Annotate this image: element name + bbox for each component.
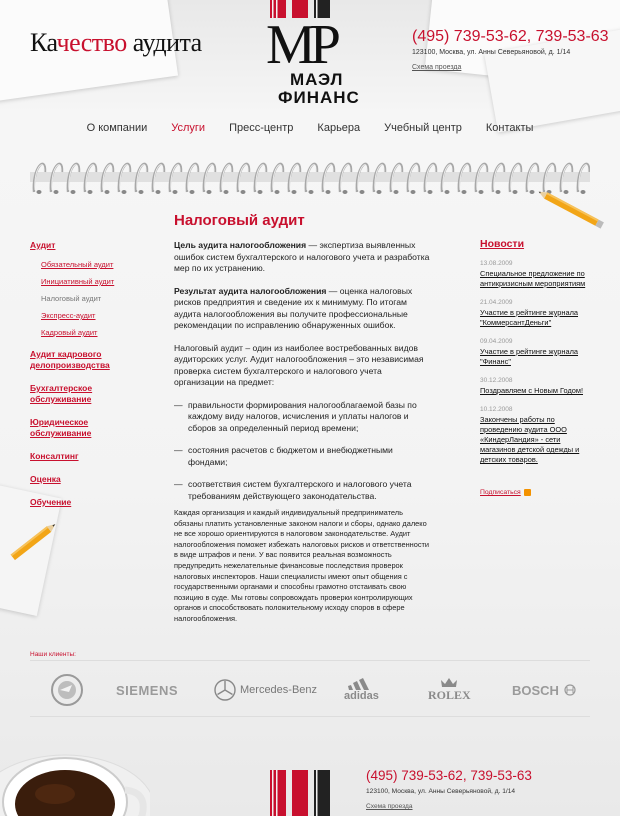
list-item: — правильности формирования налогооблагаемой базы по каждому виду налогов, исчисления и уплаты налогов и сборов за определенный период времени; [174,400,432,435]
rolex-crown-icon [440,678,458,688]
news-item [480,406,588,465]
content-list [174,400,432,503]
pencil-decoration [534,190,610,230]
content-paragraph: Результат аудита налогообложения — оценка налоговых рисков предприятия и сведение их к минимуму. По итогам аудита налогообложения вы получите профессиональные рекомендации по исправлению обнаруженных ошибок. [174,285,413,330]
logo-monogram: МР [266,14,335,76]
content-paragraph: Цель аудита налогообложения — экспертиза выявленных ошибок систем бухгалтерского и налогового учета и разработка мер по их устранению. [174,240,430,273]
news-date: 10.12.2008 [480,406,513,413]
nav-item-contacts[interactable]: Контакты [485,122,534,134]
bosch-armature-icon [564,684,576,696]
nav-item-training[interactable]: Учебный центр [384,122,462,134]
client-logo-mercedes[interactable]: Mercedes-Benz [214,672,317,708]
clients-logos [46,672,586,708]
sidebar-subitem[interactable]: Инициативный аудит [41,277,115,286]
sidebar-subitem[interactable]: Обязательный аудит [41,260,114,269]
sidebar-item-legal[interactable]: Юридическое обслуживание [30,417,92,438]
sidebar-item-valuation[interactable]: Оценка [30,474,61,484]
client-logo-bosch[interactable]: BOSCH [512,672,576,708]
sidebar-subitem[interactable]: Экспресс-аудит [41,311,96,320]
footer-map-link[interactable]: Схема проезда [366,803,413,810]
news-date: 13.08.2009 [480,260,513,267]
news-date: 09.04.2009 [480,338,513,345]
news-link[interactable]: Закончены работы по проведению аудита ООО «КиндерЛандия» - сети магазинов детской одежды и детских товаров. [480,415,580,464]
list-item: — состояния расчетов с бюджетом и внебюджетными фондами; [174,445,432,468]
sidebar-item-consulting[interactable]: Консалтинг [30,451,79,461]
client-logo-adidas[interactable]: adidas [344,672,379,708]
news-link[interactable]: Специальное предложение по антикризисным мероприятиям [480,269,586,288]
header-map-link[interactable]: Схема проезда [412,64,462,71]
header-contacts [412,28,609,74]
footer-contacts [366,768,532,813]
rss-icon [524,489,531,496]
news-item [480,299,588,328]
client-logo-rolex[interactable]: ROLEX [428,672,471,708]
footer-address: 123100, Москва, ул. Анны Северьяновой, д. 1/14 [366,788,516,795]
page-title: Налоговый аудит [174,212,305,229]
news-item [480,338,588,367]
sidebar-subitem[interactable]: Кадровый аудит [41,328,98,337]
coffee-cup-decoration [0,730,150,816]
nav-item-about[interactable]: О компании [86,122,148,134]
content-paragraph: Налоговый аудит – один из наиболее востребованных видов аудиторских услуг. Аудит налогообложения – это независимая проверка систем бухгалтерского и налогового учета организации на предмет: [174,342,424,387]
subscribe-link[interactable]: Подписаться [480,489,531,496]
sidebar-item-audit[interactable]: Аудит [30,240,56,250]
client-logo-siemens[interactable]: SIEMENS [116,682,179,698]
logo-name-line2: ФИНАНС [278,88,360,107]
news-link[interactable]: Участие в рейтинге журнала "КоммерсантДеньги" [480,308,579,327]
list-item: — соответствия систем бухгалтерского и налогового учета требованиям действующего законодательства. [174,479,432,502]
nav-item-press[interactable]: Пресс-центр [229,122,294,134]
news-date: 21.04.2009 [480,299,513,306]
adidas-stripes-icon [348,678,374,690]
divider [30,660,590,661]
sidebar-item-training[interactable]: Обучение [30,497,72,507]
news-date: 30.12.2008 [480,377,513,384]
main-content [174,240,432,513]
news-sidebar [480,238,588,499]
footer-logo-bars-icon[interactable] [270,770,332,816]
news-link[interactable]: Поздравляем с Новым Годом! [480,386,583,395]
mercedes-star-icon [214,679,236,701]
spiral-binding-decoration [30,148,590,208]
header-address: 123100, Москва, ул. Анны Северьяновой, д. 1/14 [412,49,571,56]
logo-name-line1: МАЭЛ [290,70,344,89]
skoda-logo-icon[interactable] [50,672,84,708]
pencil-decoration [4,518,60,568]
clients-label: Наши клиенты: [30,651,76,658]
nav-item-career[interactable]: Карьера [317,122,361,134]
news-item [480,260,588,289]
divider [30,716,590,717]
sidebar-menu [30,240,160,520]
nav-item-services[interactable]: Услуги [171,122,206,134]
slogan: Качество аудита [30,28,202,57]
sidebar-item-accounting[interactable]: Бухгалтерское обслуживание [30,383,93,404]
news-link[interactable]: Участие в рейтинге журнала "Финанс" [480,347,579,366]
news-item [480,377,588,396]
footer-phone: (495) 739-53-62, 739-53-63 [366,768,532,783]
sidebar-item-staff-audit[interactable]: Аудит кадрового делопроизводства [30,349,110,370]
news-title[interactable]: Новости [480,238,525,250]
header-phone: (495) 739-53-62, 739-53-63 [412,28,609,45]
main-nav [0,122,620,134]
sidebar-subitem-current: Налоговый аудит [41,294,102,303]
content-paragraph-small: Каждая организация и каждый индивидуальный предприниматель обязаны платить установленные законом налоги и сборы, однако далеко не все хорошо ориентируются в налоговом законодательстве. Аудит налогообложения поможет избежать налоговых рисков и ответственности в виде штрафов и пени. У вас появится реальная возможность предупредить нежелательные финансовые последствия проверок налоговых инспекторов. Наши специалисты имеют опыт общения с государственными органами и способны грамотно отстаивать свою позицию в суде. Мы готовы сопровождать проверки контролирующих органов и способствовать положительному исходу споров в сфере налогообложения. [174,508,430,623]
